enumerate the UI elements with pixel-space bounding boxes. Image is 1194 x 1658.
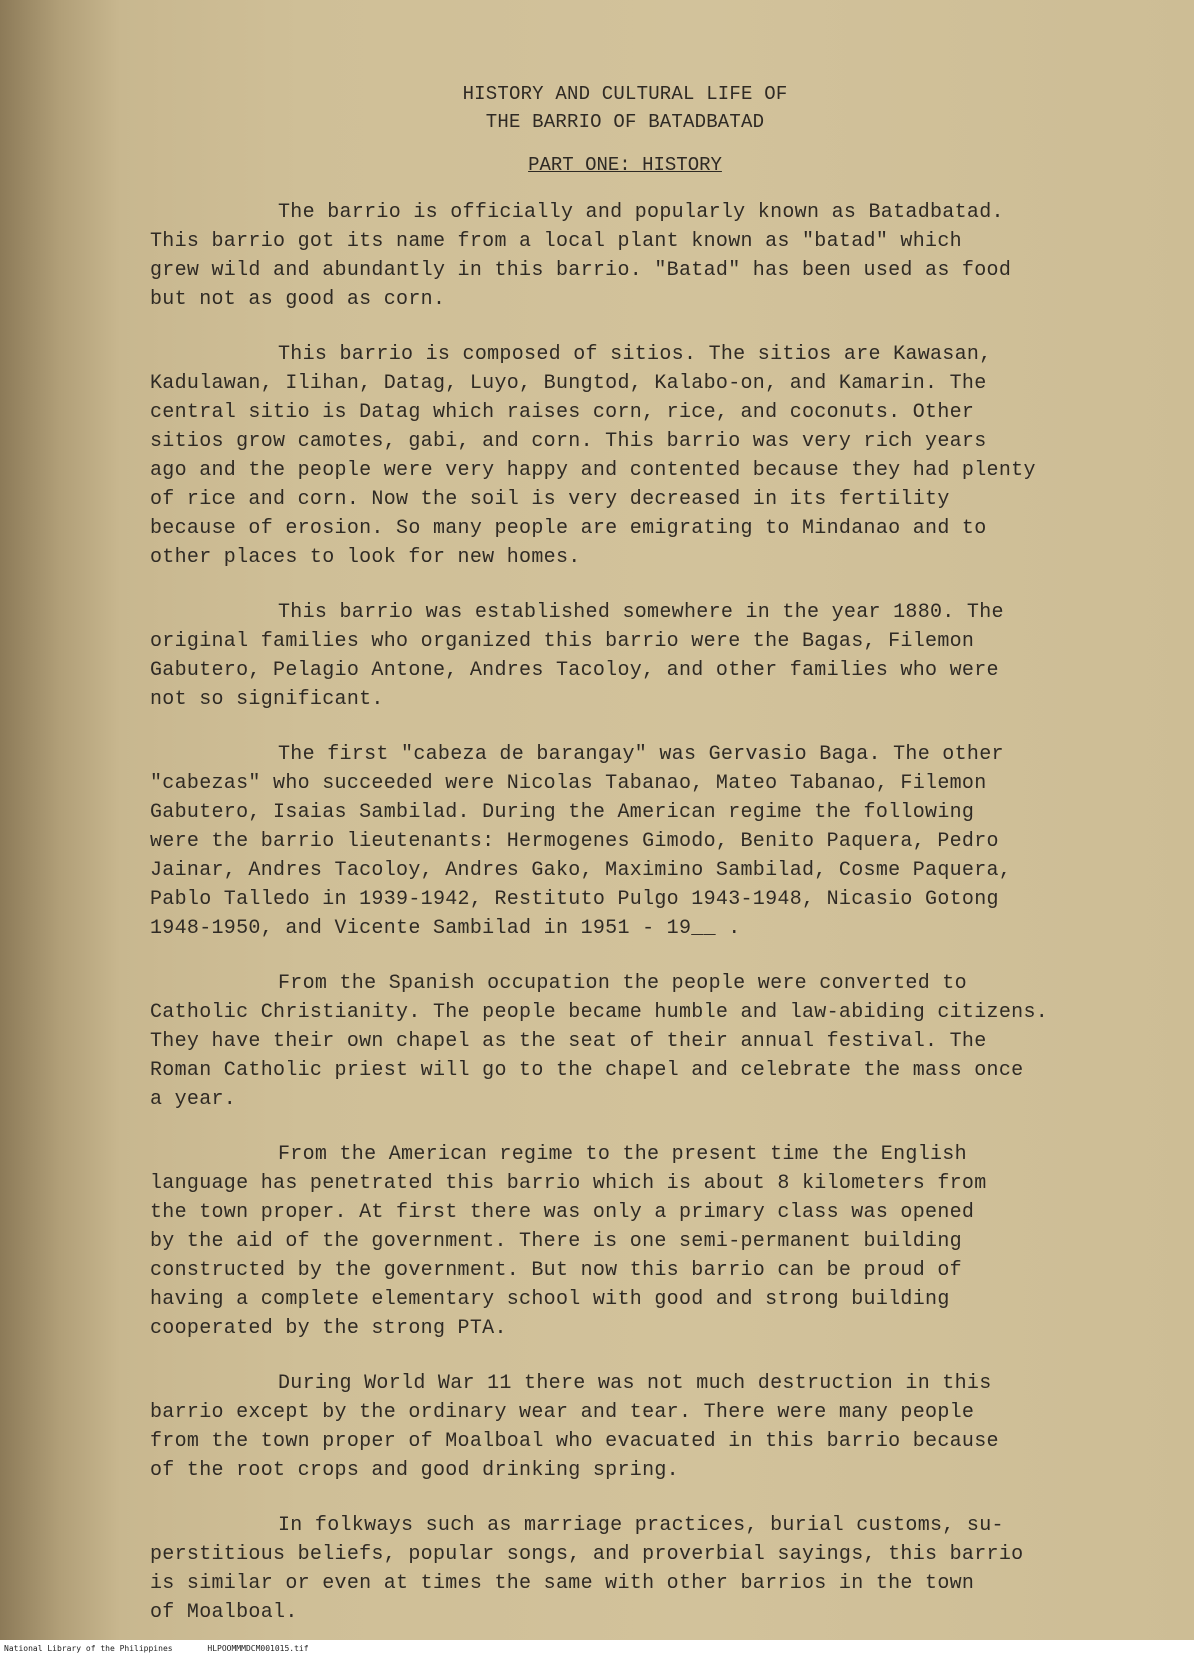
- text-line: Gabutero, Pelagio Antone, Andres Tacoloy, and other families who were: [150, 659, 999, 682]
- footer-filename: HLPOOMMMDCM001015.tif: [207, 1644, 309, 1653]
- text-line: of Moalboal.: [150, 1601, 298, 1624]
- text-line: by the aid of the government. There is one semi-permanent building: [150, 1230, 962, 1253]
- text-line: This barrio was established somewhere in the year 1880. The: [278, 601, 1004, 624]
- text-line: During World War 11 there was not much destruction in this: [278, 1372, 992, 1395]
- text-line: Gabutero, Isaias Sambilad. During the American regime the following: [150, 801, 975, 824]
- scan-footer: [0, 1640, 1194, 1658]
- text-line: This barrio got its name from a local plant known as "batad" which: [150, 230, 962, 253]
- paragraph-folkways: [150, 1511, 1140, 1627]
- paragraph-religion: [150, 969, 1140, 1114]
- document-title: [110, 80, 1140, 136]
- title-line-1: HISTORY AND CULTURAL LIFE OF: [462, 83, 788, 105]
- text-line: having a complete elementary school with good and strong building: [150, 1288, 950, 1311]
- text-line: barrio except by the ordinary wear and tear. There were many people: [150, 1401, 975, 1424]
- paragraph-leaders: [150, 740, 1140, 943]
- paragraph-founding: [150, 598, 1140, 714]
- document-body: [150, 80, 1140, 1653]
- text-line: language has penetrated this barrio which is about 8 kilometers from: [150, 1172, 987, 1195]
- text-line: central sitio is Datag which raises corn, rice, and coconuts. Other: [150, 401, 975, 424]
- text-line: the town proper. At first there was only a primary class was opened: [150, 1201, 975, 1224]
- part-heading: PART ONE: HISTORY: [528, 154, 722, 176]
- text-line: This barrio is composed of sitios. The sitios are Kawasan,: [278, 343, 992, 366]
- text-line: is similar or even at times the same with other barrios in the town: [150, 1572, 975, 1595]
- text-line: constructed by the government. But now this barrio can be proud of: [150, 1259, 962, 1282]
- text-line: Jainar, Andres Tacoloy, Andres Gako, Maximino Sambilad, Cosme Paquera,: [150, 859, 1012, 882]
- text-line: original families who organized this barrio were the Bagas, Filemon: [150, 630, 975, 653]
- text-line: The first "cabeza de barangay" was Gervasio Baga. The other: [278, 743, 1004, 766]
- text-line: of rice and corn. Now the soil is very decreased in its fertility: [150, 488, 950, 511]
- text-line: but not as good as corn.: [150, 288, 446, 311]
- text-line: Pablo Talledo in 1939-1942, Restituto Pulgo 1943-1948, Nicasio Gotong: [150, 888, 999, 911]
- text-line: sitios grow camotes, gabi, and corn. This barrio was very rich years: [150, 430, 987, 453]
- text-line: Catholic Christianity. The people became humble and law-abiding citizens.: [150, 1001, 1049, 1024]
- text-line: other places to look for new homes.: [150, 546, 581, 569]
- text-line: perstitious beliefs, popular songs, and proverbial sayings, this barrio: [150, 1543, 1024, 1566]
- text-line: Roman Catholic priest will go to the chapel and celebrate the mass once: [150, 1059, 1024, 1082]
- text-line: were the barrio lieutenants: Hermogenes Gimodo, Benito Paquera, Pedro: [150, 830, 999, 853]
- text-line: because of erosion. So many people are emigrating to Mindanao and to: [150, 517, 987, 540]
- title-line-2: THE BARRIO OF BATADBATAD: [485, 111, 765, 133]
- text-line: Kadulawan, Ilihan, Datag, Luyo, Bungtod, Kalabo-on, and Kamarin. The: [150, 372, 987, 395]
- text-line: ago and the people were very happy and contented because they had plenty: [150, 459, 1036, 482]
- paragraph-name-origin: [150, 198, 1140, 314]
- text-line: grew wild and abundantly in this barrio. "Batad" has been used as food: [150, 259, 1012, 282]
- text-line: From the American regime to the present time the English: [278, 1143, 967, 1166]
- text-line: In folkways such as marriage practices, burial customs, su-: [278, 1514, 1004, 1537]
- paragraph-sitios: [150, 340, 1140, 572]
- text-line: of the root crops and good drinking spring.: [150, 1459, 679, 1482]
- paragraph-war: [150, 1369, 1140, 1485]
- text-line: 1948-1950, and Vicente Sambilad in 1951 - 19__ .: [150, 917, 741, 940]
- text-line: from the town proper of Moalboal who evacuated in this barrio because: [150, 1430, 999, 1453]
- text-line: "cabezas" who succeeded were Nicolas Tabanao, Mateo Tabanao, Filemon: [150, 772, 987, 795]
- text-line: From the Spanish occupation the people were converted to: [278, 972, 967, 995]
- footer-library: National Library of the Philippines: [4, 1644, 173, 1653]
- text-line: not so significant.: [150, 688, 384, 711]
- paragraph-education: [150, 1140, 1140, 1343]
- text-line: cooperated by the strong PTA.: [150, 1317, 507, 1340]
- text-line: a year.: [150, 1088, 237, 1111]
- text-line: The barrio is officially and popularly known as Batadbatad.: [278, 201, 1004, 224]
- text-line: They have their own chapel as the seat of their annual festival. The: [150, 1030, 987, 1053]
